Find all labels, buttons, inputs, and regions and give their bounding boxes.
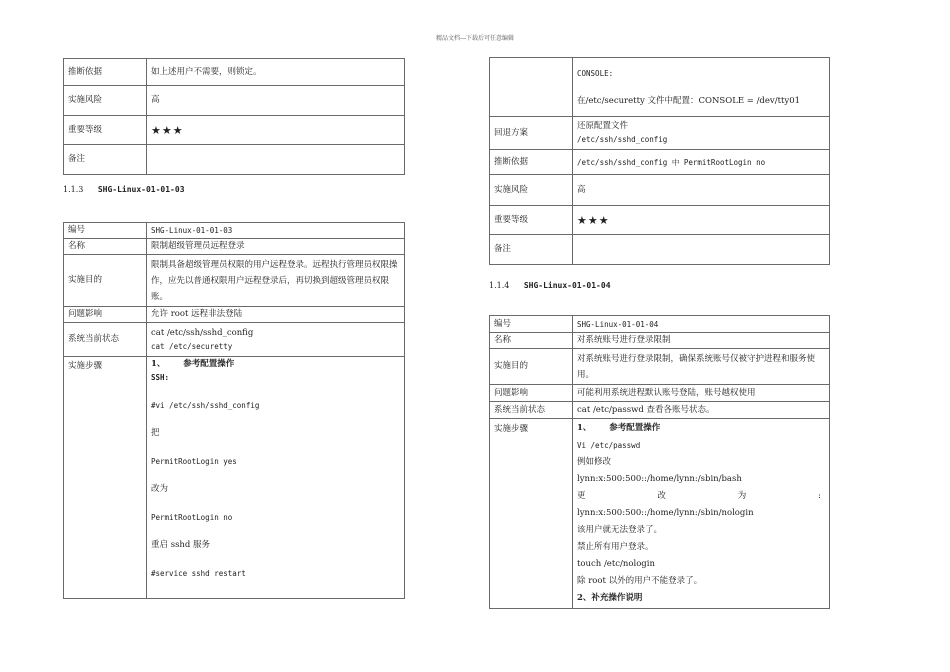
steps-line: 改为 [151, 484, 169, 494]
label-note: 备注 [490, 235, 573, 265]
value-status [147, 323, 405, 357]
value-risk: 高 [573, 175, 830, 206]
label-basis: 推断依据 [64, 59, 147, 86]
table-row [490, 402, 830, 419]
value-name: 限制超级管理员远程登录 [147, 239, 405, 255]
steps-line: lynn:x:500:500::/home/lynn:/sbin/nologin [577, 508, 754, 518]
value-basis: 如上述用户不需要，则锁定。 [147, 59, 405, 86]
steps-line: lynn:x:500:500::/home/lynn:/sbin/bash [577, 474, 742, 484]
rollback-line-1: 还原配置文件 [577, 121, 629, 131]
section-number: 1.1.3 [63, 185, 84, 194]
label-empty [490, 58, 573, 117]
steps-line: PermitRootLogin no [151, 513, 233, 522]
section-number: 1.1.4 [489, 281, 510, 290]
table-row [490, 333, 830, 349]
steps-line: 禁止所有用户登录。 [577, 542, 654, 552]
steps-line: 例如修改 [577, 457, 612, 467]
value-goal: 限制具备超级管理员权限的用户远程登录。远程执行管理员权限操作，应先以普通权限用户远程登录后，再切换到超级管理员权限账。 [147, 255, 405, 307]
value-level-stars: ★★★ [147, 116, 405, 145]
label-impact: 问题影响 [64, 307, 147, 323]
steps-line-justified [577, 488, 825, 505]
value-steps [573, 419, 830, 609]
table-row [490, 117, 830, 150]
table-row [490, 175, 830, 206]
table-continued-left [63, 58, 405, 175]
label-risk: 实施风险 [64, 86, 147, 116]
steps-word: : [818, 491, 821, 501]
table-row [64, 323, 405, 357]
status-line-1: cat /etc/ssh/sshd_config [151, 327, 254, 338]
console-label: CONSOLE: [577, 68, 614, 78]
table-row [490, 316, 830, 333]
page-header: 精品文档---下载后可任意编辑 [435, 35, 515, 42]
steps-line: PermitRootLogin yes [151, 457, 237, 466]
label-name: 名称 [64, 239, 147, 255]
label-note: 备注 [64, 145, 147, 175]
label-level: 重要等级 [64, 116, 147, 145]
label-steps: 实施步骤 [64, 357, 147, 599]
section-heading-1-1-4 [489, 281, 611, 290]
value-id: SHG-Linux-01-01-04 [573, 316, 830, 333]
label-impact: 问题影响 [490, 385, 573, 402]
value-goal: 对系统账号进行登录限制，确保系统账号仅被守护进程和服务使用。 [573, 349, 830, 385]
table-row [64, 86, 405, 116]
steps-line: 重启 sshd 服务 [151, 540, 211, 550]
value-rollback [573, 117, 830, 150]
steps-heading-text: 参考配置操作 [609, 423, 661, 433]
label-goal: 实施目的 [64, 255, 147, 307]
section-title: SHG-Linux-01-01-03 [97, 185, 185, 194]
steps-line: #service sshd restart [151, 569, 246, 578]
label-level: 重要等级 [490, 206, 573, 235]
table-row [64, 223, 405, 239]
label-name: 名称 [490, 333, 573, 349]
steps-line: touch /etc/nologin [577, 559, 655, 569]
value-level-stars: ★★★ [573, 206, 830, 235]
section-title: SHG-Linux-01-01-04 [523, 281, 611, 290]
steps-line: 除 root 以外的用户不能登录了。 [577, 576, 703, 586]
value-note [573, 235, 830, 265]
value-id: SHG-Linux-01-01-03 [147, 223, 405, 239]
status-line-2: cat /etc/securetty [151, 341, 233, 351]
table-continued-right [489, 57, 830, 265]
table-row [64, 116, 405, 145]
steps-subheading: 2、补充操作说明 [577, 593, 643, 603]
steps-ssh: SSH: [151, 373, 170, 382]
value-console [573, 58, 830, 117]
value-risk: 高 [147, 86, 405, 116]
rollback-line-2: /etc/ssh/sshd_config [577, 135, 668, 144]
table-row [64, 239, 405, 255]
steps-heading [577, 420, 825, 437]
table-row [490, 385, 830, 402]
steps-heading-text: 参考配置操作 [183, 359, 235, 369]
table-shg-01-01-04 [489, 315, 830, 609]
value-name: 对系统账号进行登录限制 [573, 333, 830, 349]
label-id: 编号 [64, 223, 147, 239]
section-heading-1-1-3 [63, 185, 185, 194]
table-row [490, 150, 830, 175]
steps-heading-number: 1、 [151, 359, 166, 369]
value-impact: 允许 root 远程非法登陆 [147, 307, 405, 323]
label-rollback: 回退方案 [490, 117, 573, 150]
table-row [64, 307, 405, 323]
table-row [64, 59, 405, 86]
steps-line: Vi /etc/passwd [577, 441, 641, 450]
steps-word: 更 [577, 491, 586, 501]
label-status: 系统当前状态 [490, 402, 573, 419]
table-row [64, 255, 405, 307]
value-basis: /etc/ssh/sshd_config 中 PermitRootLogin no [573, 150, 830, 175]
value-impact: 可能利用系统进程默认账号登陆，账号越权使用 [573, 385, 830, 402]
table-row [64, 357, 405, 599]
table-shg-01-01-03 [63, 222, 405, 599]
steps-word: 为 [737, 491, 747, 501]
console-desc: 在/etc/securetty 文件中配置：CONSOLE = /dev/tty01 [577, 95, 801, 106]
steps-word: 改 [657, 491, 666, 501]
table-row [490, 419, 830, 609]
steps-line: 把 [151, 428, 160, 438]
label-goal: 实施目的 [490, 349, 573, 385]
value-note [147, 145, 405, 175]
table-row [64, 145, 405, 175]
label-steps: 实施步骤 [490, 419, 573, 609]
label-risk: 实施风险 [490, 175, 573, 206]
table-row [490, 206, 830, 235]
value-steps [147, 357, 405, 599]
steps-heading [151, 358, 400, 371]
table-row [490, 235, 830, 265]
label-id: 编号 [490, 316, 573, 333]
steps-heading-number: 1、 [577, 423, 592, 433]
steps-line: 该用户就无法登录了。 [577, 525, 663, 535]
table-row [490, 58, 830, 117]
label-basis: 推断依据 [490, 150, 573, 175]
table-row [490, 349, 830, 385]
value-status: cat /etc/passwd 查看各账号状态。 [573, 402, 830, 419]
steps-line: #vi /etc/ssh/sshd_config [151, 401, 260, 410]
label-status: 系统当前状态 [64, 323, 147, 357]
